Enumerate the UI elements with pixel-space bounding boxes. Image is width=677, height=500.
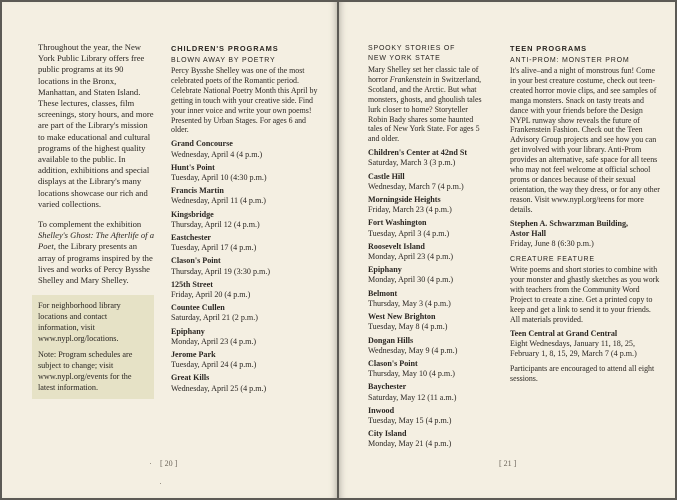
location-entry xyxy=(368,336,488,356)
creature-event xyxy=(510,329,660,360)
exhibition-text-b: the Library presents an array of programs inspired by the lives and works of Percy Bysshe Shelley and Mary Shelley. xyxy=(38,241,153,286)
prom-venue-line-2: Astor Hall xyxy=(510,228,547,238)
spooky-desc-b: in Switzerland, Scotland, and the Arctic. But what monsters, ghosts, and ghoulish tales lurk closer to home? Storyteller Robin Bady shares some haunted tales of New York State. For ages 5 and older. xyxy=(368,74,482,144)
location-entry xyxy=(368,289,488,309)
location-name: Baychester xyxy=(368,382,407,392)
location-name: Inwood xyxy=(368,405,395,415)
spooky-desc-title: Frankenstein xyxy=(389,74,432,84)
spooky-location-list xyxy=(368,148,488,449)
location-entry xyxy=(368,195,488,215)
location-entry xyxy=(368,359,488,379)
prom-venue-line-1: Stephen A. Schwarzman Building, xyxy=(510,218,629,228)
location-entry xyxy=(368,429,488,449)
subsection-title: BLOWN AWAY BY POETRY xyxy=(171,57,276,64)
event-date: Monday, April 23 (4 p.m.) xyxy=(171,336,257,346)
location-name: Clason's Point xyxy=(368,358,418,368)
page-number: [ 20 ] xyxy=(160,459,178,468)
prom-event xyxy=(510,219,660,250)
location-entry xyxy=(171,256,321,276)
exhibition-title: Shelley's Ghost: The Afterlife of a Poet, xyxy=(38,230,155,252)
event-date: Tuesday, April 3 (4 p.m.) xyxy=(368,228,450,238)
paper-speck xyxy=(150,463,151,464)
info-box xyxy=(32,295,154,398)
program-description: Percy Bysshe Shelley was one of the most celebrated poets of the Romantic period. Celebrate National Poetry Month this April by getting in touch with your creative side. Find your inner voice and write your own poems! Presented by Urban Stages. For ages 6 and older. xyxy=(171,66,318,135)
location-name: 125th Street xyxy=(171,279,213,289)
location-entry xyxy=(368,265,488,285)
location-name: Countee Cullen xyxy=(171,303,225,313)
location-entry xyxy=(171,303,321,323)
locations-info: For neighborhood library locations and contact information, visit www.nypl.org/locations. xyxy=(38,301,121,343)
location-name: Fort Washington xyxy=(368,218,427,228)
event-date: Wednesday, May 9 (4 p.m.) xyxy=(368,345,458,355)
spooky-desc-a: Mary Shelley set her classic tale of horror xyxy=(368,65,479,84)
location-list xyxy=(171,139,321,393)
location-entry xyxy=(171,210,321,230)
location-entry xyxy=(171,327,321,347)
event-date: Thursday, May 3 (4 p.m.) xyxy=(368,298,451,308)
event-date: Monday, April 30 (4 p.m.) xyxy=(368,275,454,285)
spooky-description xyxy=(368,65,488,144)
left-page xyxy=(2,2,337,498)
location-entry xyxy=(171,350,321,370)
location-name: Children's Center at 42nd St xyxy=(368,148,468,158)
location-entry xyxy=(368,148,488,168)
childrens-programs-column xyxy=(171,44,321,397)
event-date: Tuesday, May 8 (4 p.m.) xyxy=(368,322,448,332)
event-date: Wednesday, April 11 (4 p.m.) xyxy=(171,196,266,206)
schedule-note: Note: Program schedules are subject to change; visit www.nypl.org/events for the latest information. xyxy=(38,350,133,392)
location-name: Castle Hill xyxy=(368,171,405,181)
page-number: [ 21 ] xyxy=(499,459,517,468)
event-date: Thursday, April 19 (3:30 p.m.) xyxy=(171,266,271,276)
section-title: CHILDREN'S PROGRAMS xyxy=(171,44,279,53)
event-date: Thursday, May 10 (4 p.m.) xyxy=(368,369,455,379)
teen-section-title: TEEN PROGRAMS xyxy=(510,44,587,53)
location-entry xyxy=(171,139,321,159)
location-name: City Island xyxy=(368,429,407,439)
location-entry xyxy=(368,406,488,426)
location-entry xyxy=(368,312,488,332)
event-date: Tuesday, April 24 (4 p.m.) xyxy=(171,360,257,370)
teen-programs-column xyxy=(510,44,660,388)
location-name: West New Brighton xyxy=(368,312,436,322)
location-name: Epiphany xyxy=(368,265,402,275)
location-name: Hunt's Point xyxy=(171,162,215,172)
location-entry xyxy=(171,373,321,393)
event-date: Saturday, May 12 (11 a.m.) xyxy=(368,392,457,402)
location-entry xyxy=(171,280,321,300)
paper-speck xyxy=(160,483,161,484)
event-date: Tuesday, April 17 (4 p.m.) xyxy=(171,243,257,253)
event-date: Wednesday, April 25 (4 p.m.) xyxy=(171,383,267,393)
event-date: Tuesday, April 10 (4:30 p.m.) xyxy=(171,172,267,182)
event-date: Friday, April 20 (4 p.m.) xyxy=(171,289,251,299)
exhibition-paragraph xyxy=(38,219,154,286)
location-entry xyxy=(171,186,321,206)
creature-note: Participants are encouraged to attend all eight sessions. xyxy=(510,364,655,384)
event-date: Saturday, April 21 (2 p.m.) xyxy=(171,313,258,323)
right-page xyxy=(339,2,675,498)
location-name: Eastchester xyxy=(171,232,212,242)
event-date: Monday, April 23 (4 p.m.) xyxy=(368,252,454,262)
event-date: Wednesday, March 7 (4 p.m.) xyxy=(368,181,464,191)
location-entry xyxy=(368,242,488,262)
intro-paragraph: Throughout the year, the New York Public Library offers free public programs at its 90 locations in the Bronx, Manhattan, and Staten Island. These lectures, classes, film screenings, story hours, and more are part of the Library's mission to make educational and cultural programs of the highest quality available to the public. In addition, exhibitions and special displays at the Library's many locations showcase our rich and varied collections. xyxy=(38,42,154,209)
location-name: Clason's Point xyxy=(171,256,221,266)
event-date: Thursday, April 12 (4 p.m.) xyxy=(171,219,260,229)
spooky-stories-column xyxy=(368,44,488,453)
creature-dates: Eight Wednesdays, January 11, 18, 25, February 1, 8, 15, 29, March 7 (4 p.m.) xyxy=(510,338,637,359)
location-name: Jerome Park xyxy=(171,350,216,359)
prom-date: Friday, June 8 (6:30 p.m.) xyxy=(510,239,594,248)
location-entry xyxy=(368,172,488,192)
exhibition-text-a: To complement the exhibition xyxy=(38,219,142,230)
location-name: Francis Martin xyxy=(171,186,224,196)
event-date: Wednesday, April 4 (4 p.m.) xyxy=(171,149,263,159)
creature-description: Write poems and short stories to combine with your monster and ghastly sketches as you work with teachers from the Community Word Project to create a zine. Get a printed copy to keep and get a link to send it to your friends. All materials provided. xyxy=(510,265,660,324)
location-entry xyxy=(368,382,488,402)
location-entry xyxy=(368,218,488,238)
location-entry xyxy=(171,163,321,183)
creature-title: CREATURE FEATURE xyxy=(510,256,595,264)
location-name: Morningside Heights xyxy=(368,195,441,205)
creature-venue: Teen Central at Grand Central xyxy=(510,328,618,338)
location-name: Grand Concourse xyxy=(171,139,233,149)
location-name: Epiphany xyxy=(171,326,205,336)
location-name: Great Kills xyxy=(171,373,210,383)
spooky-title-line-1: SPOOKY STORIES OF xyxy=(368,45,456,52)
prom-title: ANTI-PROM: MONSTER PROM xyxy=(510,57,630,64)
prom-description: It's alive–and a night of monstrous fun! Come in your best creature costume, check out teen-created horror movie clips, and see samples of manga monsters. Snack on tasty treats and dance with your friends before the Design NYPL runway show reveals the future of Frankenstein Fashion. Check out the Teen Advisory Group projects and see how you can get involved with your library. Anti-Prom provides an alternative, safe space for all teens who may not feel welcome at official school proms or dances because of their sexual orientation, the way they dress, or for any other reason. Visit www.nypl.org/teens for more details. xyxy=(510,66,660,214)
location-entry xyxy=(171,233,321,253)
location-name: Roosevelt Island xyxy=(368,241,425,251)
location-name: Belmont xyxy=(368,288,398,298)
location-name: Dongan Hills xyxy=(368,335,414,345)
event-date: Saturday, March 3 (3 p.m.) xyxy=(368,158,456,168)
event-date: Monday, May 21 (4 p.m.) xyxy=(368,439,452,449)
spooky-title-line-2: NEW YORK STATE xyxy=(368,55,441,62)
left-intro-column xyxy=(38,42,154,399)
event-date: Friday, March 23 (4 p.m.) xyxy=(368,205,452,215)
location-name: Kingsbridge xyxy=(171,209,214,219)
event-date: Tuesday, May 15 (4 p.m.) xyxy=(368,415,452,425)
